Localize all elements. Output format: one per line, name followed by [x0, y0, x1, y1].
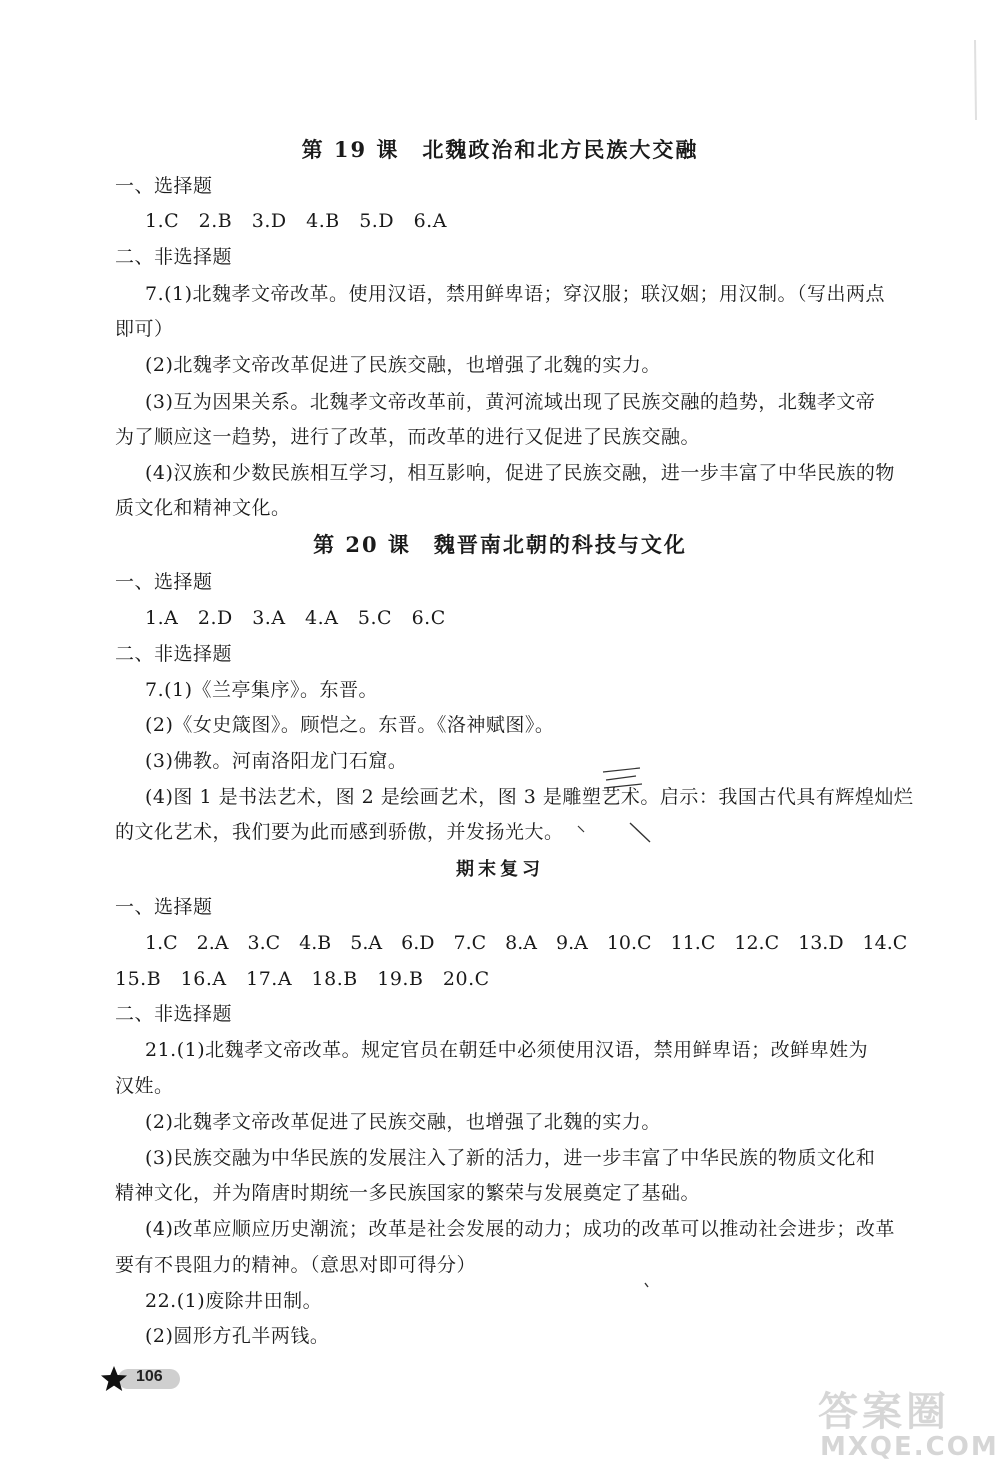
lesson-20-q7-4-line2: 的文化艺术，我们要为此而感到骄傲，并发扬光大。 [115, 821, 564, 843]
lesson-19-q7-1-line1: 7.(1)北魏孝文帝改革。使用汉语，禁用鲜卑语；穿汉服；联汉姻；用汉制。（写出两点 [145, 283, 886, 305]
review-mc-heading: 一、选择题 [115, 896, 213, 918]
review-q21-3-line2: 精神文化，并为隋唐时期统一多民族国家的繁荣与发展奠定了基础。 [115, 1182, 701, 1204]
watermark-line2: MXQE.COM [820, 1432, 999, 1462]
review-title: 期末复习 [456, 859, 544, 880]
lesson-19-q7-2: (2)北魏孝文帝改革促进了民族交融，也增强了北魏的实力。 [145, 354, 661, 376]
lesson-19-mc-heading: 一、选择题 [115, 175, 213, 197]
lesson-20-q7-3: (3)佛教。河南洛阳龙门石窟。 [145, 750, 408, 772]
review-q21-2: (2)北魏孝文帝改革促进了民族交融，也增强了北魏的实力。 [145, 1111, 661, 1133]
review-q21-1-line1: 21.(1)北魏孝文帝改革。规定官员在朝廷中必须使用汉语，禁用鲜卑语；改鲜卑姓为 [145, 1039, 869, 1061]
lesson-20-q7-2: (2)《女史箴图》。顾恺之。东晋。《洛神赋图》。 [145, 714, 555, 736]
review-q21-4-line2: 要有不畏阻力的精神。（意思对即可得分） [115, 1254, 477, 1276]
lesson-19-q7-3-line2: 为了顺应这一趋势，进行了改革，而改革的进行又促进了民族交融。 [115, 426, 701, 448]
page-number-badge [100, 1365, 190, 1393]
lesson-19-q7-4-line2: 质文化和精神文化。 [115, 497, 291, 519]
page-number: 106 [136, 1368, 163, 1385]
review-q21-1-line2: 汉姓。 [115, 1075, 174, 1097]
lesson-19-mc-answers: 1.C 2.B 3.D 4.B 5.D 6.A [145, 210, 447, 232]
review-mc-answers-line1: 1.C 2.A 3.C 4.B 5.A 6.D 7.C 8.A 9.A 10.C 11.C 12.C 13.D 14.C [145, 932, 908, 954]
lesson-20-title: 第 20 课 魏晋南北朝的科技与文化 [313, 532, 687, 557]
review-q22-2: (2)圆形方孔半两钱。 [145, 1325, 330, 1347]
review-mc-answers-line2: 15.B 16.A 17.A 18.B 19.B 20.C [115, 968, 490, 990]
watermark-line1: 答案圈 [818, 1389, 950, 1435]
review-q22-1: 22.(1)废除井田制。 [145, 1290, 323, 1312]
lesson-20-q7-1: 7.(1)《兰亭集序》。东晋。 [145, 679, 379, 701]
review-q21-4-line1: (4)改革应顺应历史潮流；改革是社会发展的动力；成功的改革可以推动社会进步；改革 [145, 1218, 895, 1240]
lesson-20-mc-heading: 一、选择题 [115, 571, 213, 593]
lesson-19-title: 第 19 课 北魏政治和北方民族大交融 [301, 137, 699, 162]
lesson-19-q7-1-line2: 即可） [115, 318, 174, 340]
review-nonmc-heading: 二、非选择题 [115, 1003, 233, 1025]
lesson-19-nonmc-heading: 二、非选择题 [115, 246, 233, 268]
lesson-19-q7-3-line1: (3)互为因果关系。北魏孝文帝改革前，黄河流域出现了民族交融的趋势，北魏孝文帝 [145, 391, 876, 413]
star-icon [100, 1365, 128, 1393]
lesson-19-q7-4-line1: (4)汉族和少数民族相互学习，相互影响，促进了民族交融，进一步丰富了中华民族的物 [145, 462, 895, 484]
watermark [810, 1380, 999, 1470]
lesson-20-q7-4-line1: (4)图 1 是书法艺术，图 2 是绘画艺术，图 3 是雕塑艺术。启示：我国古代具有辉煌灿烂 [145, 786, 914, 808]
lesson-20-nonmc-heading: 二、非选择题 [115, 643, 233, 665]
lesson-20-mc-answers: 1.A 2.D 3.A 4.A 5.C 6.C [145, 607, 446, 629]
review-q21-3-line1: (3)民族交融为中华民族的发展注入了新的活力，进一步丰富了中华民族的物质文化和 [145, 1147, 876, 1169]
